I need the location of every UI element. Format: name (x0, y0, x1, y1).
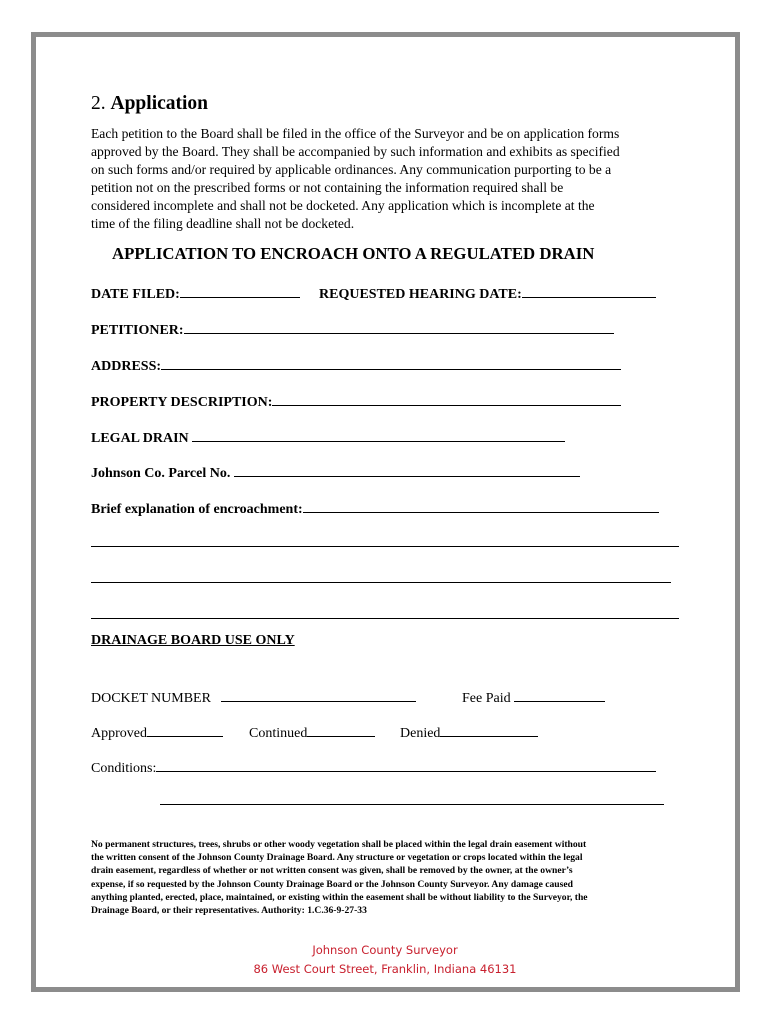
continued-label: Continued (249, 726, 308, 741)
conditions-row (91, 757, 656, 777)
fee-paid-row (462, 687, 605, 707)
continued-row (249, 722, 375, 742)
board-use-heading: DRAINAGE BOARD USE ONLY (91, 633, 295, 648)
approved-row (91, 722, 223, 742)
approved-label: Approved (91, 726, 147, 741)
petitioner-label: PETITIONER: (91, 323, 184, 338)
explanation-line[interactable] (91, 546, 679, 547)
notice-line: drain easement, regardless of whether or not written consent was given, shall be removed by the owner, at the owner’s (91, 865, 573, 877)
intro-line: on such forms and/or required by applicable ordinances. Any communication purporting to be a (91, 161, 612, 177)
intro-line: petition not on the prescribed forms or not containing the information required shall be (91, 179, 564, 195)
date-filed-row (91, 283, 300, 303)
docket-number-label: DOCKET NUMBER (91, 691, 211, 706)
notice-line: the written consent of the Johnson County Drainage Board. Any structure or vegetation or crops located within the legal (91, 852, 583, 864)
address-label: ADDRESS: (91, 359, 162, 374)
notice-line: No permanent structures, trees, shrubs or other woody vegetation shall be placed within the legal drain easement without (91, 839, 587, 850)
explanation-field[interactable] (303, 498, 659, 513)
explanation-label: Brief explanation of encroachment: (91, 502, 303, 517)
docket-number-row (91, 687, 416, 707)
footer-office-name: Johnson County Surveyor (312, 943, 458, 957)
date-filed-label: DATE FILED: (91, 287, 180, 302)
notice-line: anything planted, erected, place, maintained, or existing within the easement shall be without liability to the Surveyor, the (91, 891, 588, 903)
address-field[interactable] (161, 355, 621, 370)
notice-line: Drainage Board, or their representatives. Authority: 1.C.36-9-27-33 (91, 905, 367, 917)
easement-notice (91, 838, 691, 917)
fee-paid-field[interactable] (514, 687, 605, 702)
petitioner-field[interactable] (184, 319, 614, 334)
intro-line: approved by the Board. They shall be accompanied by such information and exhibits as specified (91, 143, 620, 159)
section-title: Application (110, 93, 209, 114)
docket-number-field[interactable] (221, 687, 416, 702)
legal-drain-label: LEGAL DRAIN (91, 431, 189, 446)
conditions-field[interactable] (156, 757, 656, 772)
date-filed-field[interactable] (180, 283, 300, 298)
legal-drain-row (91, 427, 565, 447)
section-number: 2. (91, 93, 106, 114)
property-description-label: PROPERTY DESCRIPTION: (91, 395, 273, 410)
property-description-field[interactable] (272, 391, 621, 406)
intro-paragraph (91, 125, 691, 232)
footer-address: 86 West Court Street, Franklin, Indiana 46131 (253, 962, 517, 976)
parcel-no-row (91, 462, 580, 482)
explanation-row (91, 498, 659, 518)
approved-field[interactable] (147, 722, 223, 737)
denied-row (400, 722, 538, 742)
property-description-row (91, 391, 621, 411)
notice-line: expense, if so requested by the Johnson County Drainage Board or the Johnson County Surveyor. Any damage caused (91, 878, 573, 890)
address-row (91, 355, 621, 375)
petitioner-row (91, 319, 614, 339)
hearing-date-row (319, 283, 656, 303)
conditions-line[interactable] (160, 804, 664, 805)
hearing-date-field[interactable] (522, 283, 656, 298)
explanation-line[interactable] (91, 582, 671, 583)
fee-paid-label: Fee Paid (462, 691, 511, 706)
explanation-line[interactable] (91, 618, 679, 619)
denied-label: Denied (400, 726, 441, 741)
form-title: APPLICATION TO ENCROACH ONTO A REGULATED DRAIN (112, 244, 595, 263)
conditions-label: Conditions: (91, 761, 157, 776)
continued-field[interactable] (307, 722, 375, 737)
parcel-no-label: Johnson Co. Parcel No. (91, 466, 231, 481)
intro-line: considered incomplete and shall not be docketed. Any application which is incomplete at the (91, 197, 595, 213)
section-heading (91, 93, 208, 115)
hearing-date-label: REQUESTED HEARING DATE: (319, 287, 522, 302)
parcel-no-field[interactable] (234, 462, 580, 477)
legal-drain-field[interactable] (192, 427, 565, 442)
intro-line: Each petition to the Board shall be filed in the office of the Surveyor and be on application forms (91, 126, 620, 141)
denied-field[interactable] (440, 722, 538, 737)
intro-line: time of the filing deadline shall not be docketed. (91, 215, 355, 231)
